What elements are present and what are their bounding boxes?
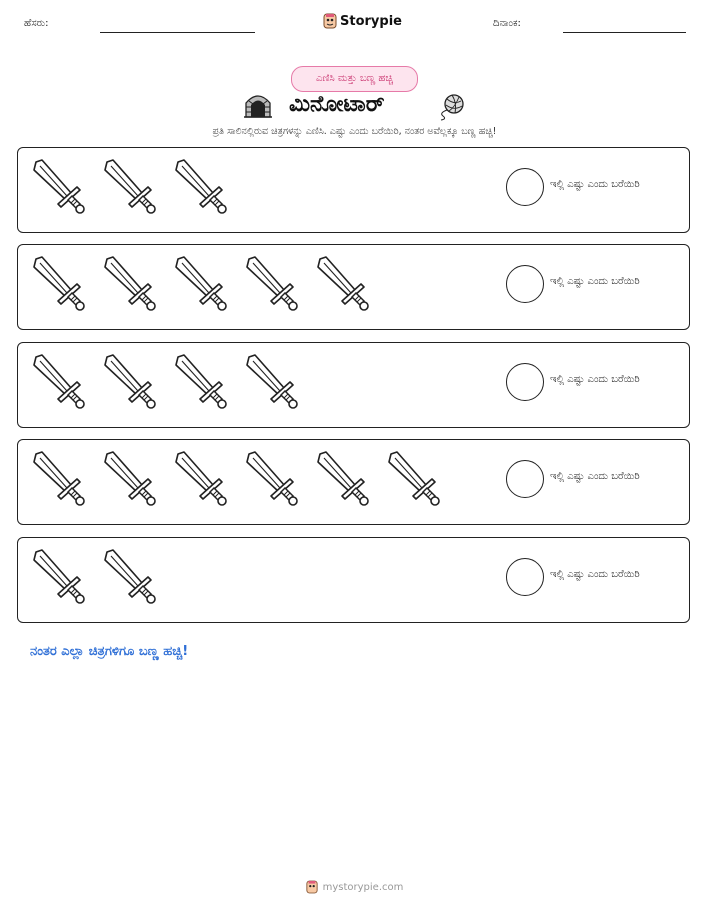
answer-label: ಇಲ್ಲಿ ಎಷ್ಟು ಎಂದು ಬರೆಯಿರಿ xyxy=(550,276,640,287)
name-field-line[interactable] xyxy=(100,32,255,33)
sword-icon xyxy=(30,548,86,608)
answer-circle[interactable] xyxy=(506,265,544,303)
sword-icon xyxy=(101,255,157,315)
sword-icon xyxy=(172,158,228,218)
answer-circle[interactable] xyxy=(506,558,544,596)
page-title: ಮಿನೋಟಾರ್ xyxy=(289,92,385,117)
sword-icon xyxy=(101,548,157,608)
storypie-logo-icon xyxy=(306,880,318,894)
sword-icon xyxy=(172,255,228,315)
sword-icon xyxy=(243,255,299,315)
footer-url: mystorypie.com xyxy=(322,881,404,893)
answer-label: ಇಲ್ಲಿ ಎಷ್ಟು ಎಂದು ಬರೆಯಿರಿ xyxy=(550,179,640,190)
labyrinth-gate-icon xyxy=(244,92,272,118)
counting-row xyxy=(17,244,690,330)
title-row xyxy=(0,88,709,124)
sword-icon xyxy=(101,158,157,218)
footer-instruction: ನಂತರ ಎಲ್ಲಾ ಚಿತ್ರಗಳಿಗೂ ಬಣ್ಣ ಹಚ್ಚಿ! xyxy=(30,644,189,659)
sword-icon xyxy=(172,450,228,510)
sword-icon xyxy=(314,450,370,510)
sword-icon xyxy=(101,450,157,510)
sword-icon xyxy=(101,353,157,413)
answer-label: ಇಲ್ಲಿ ಎಷ್ಟು ಎಂದು ಬರೆಯಿರಿ xyxy=(550,471,640,482)
sword-icon xyxy=(314,255,370,315)
sword-icon xyxy=(30,353,86,413)
storypie-logo-icon xyxy=(323,13,337,29)
sword-icon xyxy=(30,450,86,510)
answer-label: ಇಲ್ಲಿ ಎಷ್ಟು ಎಂದು ಬರೆಯಿರಿ xyxy=(550,374,640,385)
instructions-text: ಪ್ರತಿ ಸಾಲಿನಲ್ಲಿರುವ ಚಿತ್ರಗಳನ್ನು ಎಣಿಸಿ. ಎಷ್ಟು ಎಂದು ಬರೆಯಿರಿ, ನಂತರ ಅವೆಲ್ಲಕ್ಕೂ ಬಣ್ಣ ಹಚ್ಚಿ! xyxy=(212,126,497,137)
answer-label: ಇಲ್ಲಿ ಎಷ್ಟು ಎಂದು ಬರೆಯಿರಿ xyxy=(550,569,640,580)
counting-row xyxy=(17,439,690,525)
sword-icon xyxy=(30,255,86,315)
worksheet-header xyxy=(0,0,709,50)
counting-row xyxy=(17,147,690,233)
yarn-ball-icon xyxy=(437,93,465,121)
counting-row xyxy=(17,537,690,623)
name-label: ಹೆಸರು: xyxy=(24,18,49,29)
brand-name: Storypie xyxy=(340,13,402,29)
sword-icon xyxy=(30,158,86,218)
storypie-brand xyxy=(323,13,402,29)
sword-icon xyxy=(385,450,441,510)
answer-circle[interactable] xyxy=(506,460,544,498)
date-label: ದಿನಾಂಕ: xyxy=(493,18,521,29)
counting-row xyxy=(17,342,690,428)
sword-icon xyxy=(172,353,228,413)
answer-circle[interactable] xyxy=(506,363,544,401)
sword-icon xyxy=(243,450,299,510)
activity-badge: ಎಣಿಸಿ ಮತ್ತು ಬಣ್ಣ ಹಚ್ಚಿ xyxy=(291,66,418,92)
footer-brand xyxy=(0,880,709,894)
answer-circle[interactable] xyxy=(506,168,544,206)
date-field-line[interactable] xyxy=(563,32,686,33)
sword-icon xyxy=(243,353,299,413)
